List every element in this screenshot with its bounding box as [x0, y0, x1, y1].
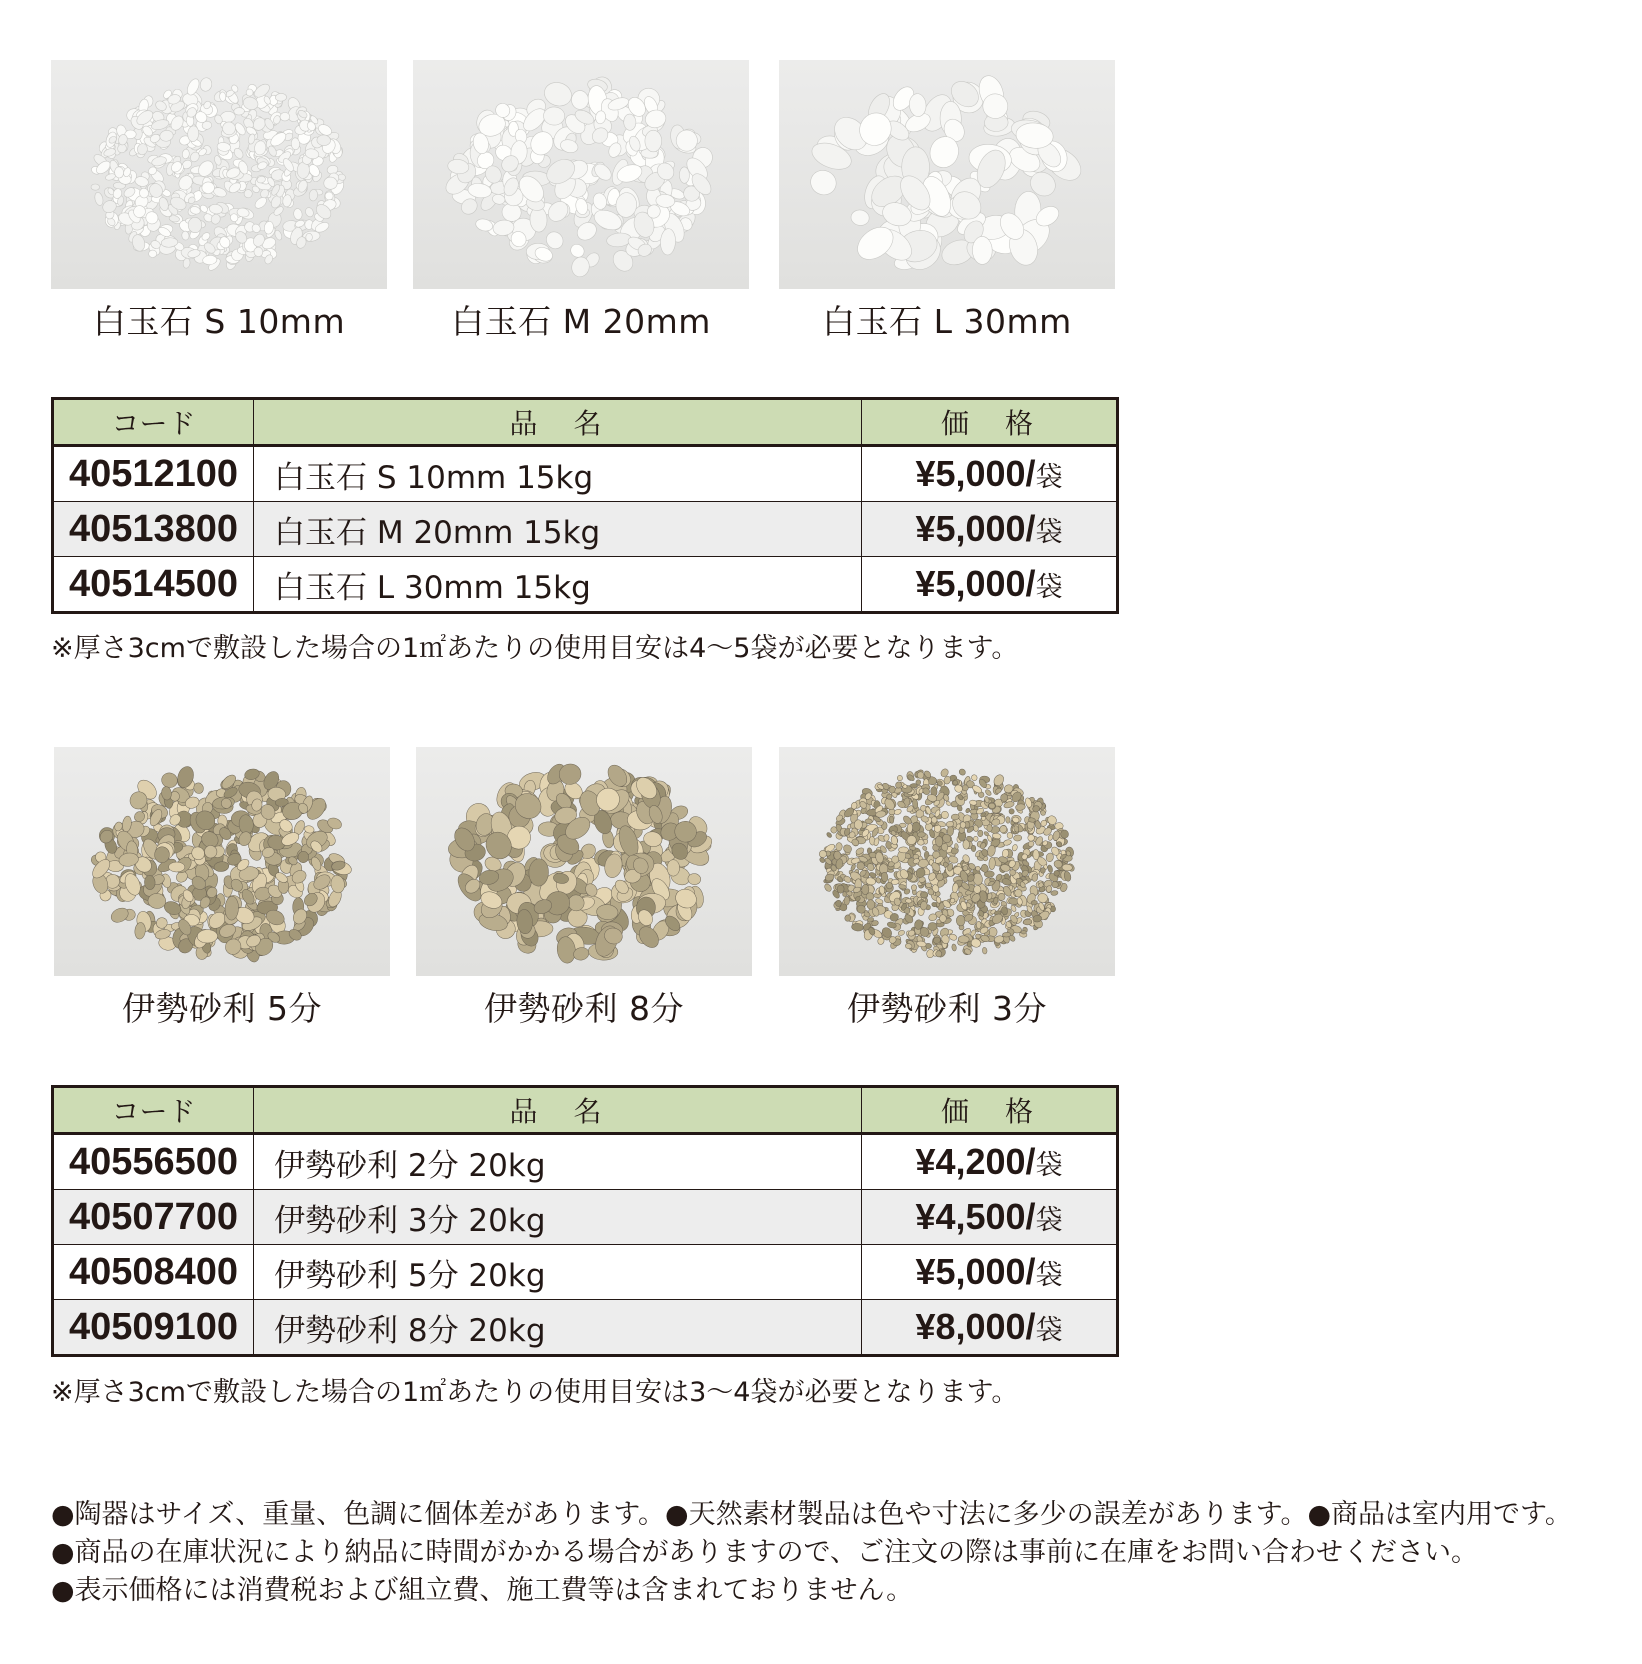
photo-caption: 伊勢砂利 5分 [122, 989, 322, 1028]
product-photo-ise-gravel-8bu [416, 747, 752, 976]
stone-shape [1033, 849, 1040, 860]
product-photo-white-stone-s [51, 60, 387, 289]
stone-shape [998, 893, 1005, 901]
stone-shape [306, 233, 313, 241]
product-price [862, 1134, 1118, 1190]
product-code: 40514500 [53, 557, 254, 613]
stone-shape [202, 182, 215, 194]
product-price [862, 1190, 1118, 1245]
stone-shape [234, 107, 245, 115]
stone-shape [169, 862, 185, 872]
price-amount: ¥5,000/ [915, 453, 1036, 494]
stone-shape [93, 191, 104, 206]
stone-shape [324, 177, 337, 189]
stone-shape [1023, 919, 1032, 926]
stone-shape [1008, 808, 1015, 815]
footer-line: ●陶器はサイズ、重量、色調に個体差があります。●天然素材製品は色や寸法に多少の誤差があります。●商品は室内用です。 [51, 1499, 1572, 1530]
price-amount: ¥5,000/ [915, 508, 1036, 549]
stone-shape [293, 208, 303, 220]
stone-shape [1013, 835, 1022, 842]
price-unit: 袋 [1035, 572, 1063, 603]
price-amount: ¥8,000/ [915, 1306, 1036, 1347]
product-name: 白玉石 S 10mm 15kg [254, 446, 862, 502]
price-table-ise-gravel [51, 1085, 1119, 1357]
ise-gravel-5bu-image [54, 747, 390, 976]
stone-shape [951, 814, 959, 820]
product-name: 伊勢砂利 2分 20kg [254, 1134, 862, 1190]
stone-shape [280, 112, 290, 121]
product-price [862, 1245, 1118, 1300]
stone-shape [939, 914, 946, 922]
table-header-row [53, 1087, 1118, 1134]
table-row [53, 502, 1118, 557]
ise-gravel-8bu-image [416, 747, 752, 976]
stone-shape [807, 166, 841, 199]
product-code: 40556500 [68, 1140, 239, 1183]
stone-shape [1003, 839, 1012, 846]
stone-shape [1051, 890, 1059, 896]
stone-shape [971, 845, 976, 852]
product-photo-white-stone-m [413, 60, 749, 289]
table-row [53, 557, 1118, 613]
price-table-white-stone [51, 397, 1119, 614]
ise-gravel-3bu-image [779, 747, 1115, 976]
stone-shape [935, 950, 942, 957]
stone-shape [1005, 816, 1010, 823]
stone-shape [844, 896, 850, 905]
product-name: 伊勢砂利 3分 20kg [254, 1190, 862, 1245]
stone-shape [897, 775, 903, 781]
stone-shape [922, 845, 928, 851]
header-code: コード [53, 399, 254, 446]
stone-shape [1034, 820, 1041, 829]
header-code: コード [53, 1087, 254, 1134]
price-unit: 袋 [1035, 517, 1063, 548]
stone-shape [823, 883, 832, 893]
stone-shape [976, 921, 981, 929]
footer-line: ●商品の在庫状況により納品に時間がかかる場合がありますので、ご注文の際は事前に在庫をお問い合わせください。 [51, 1537, 1479, 1568]
product-price [862, 502, 1118, 557]
stone-shape [91, 184, 100, 190]
usage-note: ※厚さ3cmで敷設した場合の1㎡あたりの使用目安は3〜4袋が必要となります。 [51, 1377, 1019, 1408]
photo-caption: 伊勢砂利 8分 [484, 989, 684, 1028]
product-code: 40513800 [53, 502, 254, 557]
stone-shape [148, 250, 156, 258]
stone-shape [952, 882, 959, 893]
stone-shape [1011, 844, 1018, 852]
stone-shape [898, 847, 908, 853]
photo-caption: 白玉石 M 20mm [451, 302, 711, 341]
stone-shape [982, 947, 987, 954]
stone-shape [197, 929, 218, 943]
price-amount: ¥4,500/ [915, 1196, 1036, 1237]
stone-shape [905, 898, 912, 903]
stone-shape [956, 915, 965, 926]
photo-caption: 白玉石 S 10mm [92, 302, 346, 341]
stone-shape [835, 842, 842, 851]
stone-shape [988, 857, 995, 870]
stone-shape [571, 90, 589, 109]
product-name: 伊勢砂利 5分 20kg [254, 1245, 862, 1300]
stone-shape [181, 231, 189, 241]
price-unit: 袋 [1035, 1150, 1063, 1181]
stone-shape [667, 860, 680, 877]
stone-shape [188, 217, 202, 233]
stone-shape [819, 857, 826, 864]
product-photo-ise-gravel-5bu [54, 747, 390, 976]
stone-shape [987, 824, 992, 832]
white-stones-small-image [51, 60, 387, 289]
stone-shape [971, 774, 979, 782]
price-unit: 袋 [1035, 1260, 1063, 1291]
stone-shape [911, 885, 917, 891]
stone-shape [965, 808, 971, 814]
product-price [862, 1300, 1118, 1356]
product-code: 40507700 [53, 1190, 254, 1245]
stone-shape [928, 922, 937, 930]
price-amount: ¥4,200/ [915, 1141, 1036, 1182]
stone-shape [894, 808, 902, 815]
table-row [53, 446, 1118, 502]
stone-shape [1047, 864, 1053, 873]
product-photo-white-stone-l [779, 60, 1115, 289]
product-name: 白玉石 L 30mm 15kg [254, 557, 862, 613]
product-price [862, 557, 1118, 613]
stone-shape [973, 836, 978, 842]
table-row [53, 1300, 1118, 1356]
stone-shape [920, 805, 926, 811]
stone-shape [854, 820, 863, 830]
price-amount: ¥5,000/ [915, 563, 1036, 604]
stone-shape [917, 832, 925, 838]
header-price: 価 格 [862, 399, 1118, 446]
product-name: 白玉石 M 20mm 15kg [254, 502, 862, 557]
stone-shape [160, 771, 179, 789]
table-row [53, 1190, 1118, 1245]
stone-shape [920, 901, 927, 910]
stone-shape [541, 79, 575, 110]
stone-shape [984, 789, 992, 797]
price-unit: 袋 [1035, 1315, 1063, 1346]
stone-shape [907, 823, 913, 833]
price-unit: 袋 [1035, 462, 1063, 493]
footer-line: ●表示価格には消費税および組立費、施工費等は含まれておりません。 [51, 1575, 914, 1606]
price-amount: ¥5,000/ [915, 1251, 1036, 1292]
white-stones-medium-image [413, 60, 749, 289]
stone-shape [842, 843, 853, 854]
stone-shape [850, 209, 870, 227]
stone-shape [219, 92, 226, 102]
table-header-row [53, 399, 1118, 446]
table-row [53, 1245, 1118, 1300]
product-photo-ise-gravel-3bu [779, 747, 1115, 976]
footer-notes [51, 1496, 1572, 1610]
product-code: 40509100 [53, 1300, 254, 1356]
photo-caption: 白玉石 L 30mm [822, 302, 1072, 341]
stone-shape [883, 834, 889, 842]
stone-shape [568, 242, 586, 260]
stone-shape [109, 905, 131, 925]
product-code: 40508400 [53, 1245, 254, 1300]
white-stones-large-image [779, 60, 1115, 289]
stone-shape [830, 826, 837, 833]
product-code: 40512100 [68, 452, 239, 495]
stone-shape [199, 77, 213, 93]
price-unit: 袋 [1035, 1205, 1063, 1236]
stone-shape [951, 944, 956, 952]
stone-shape [958, 768, 967, 777]
stone-shape [275, 93, 287, 101]
stone-shape [836, 900, 842, 907]
product-price [862, 446, 1118, 502]
stone-shape [897, 929, 905, 936]
product-name: 伊勢砂利 8分 20kg [254, 1300, 862, 1356]
header-price: 価 格 [862, 1087, 1118, 1134]
stone-shape [543, 107, 565, 126]
stone-shape [972, 236, 992, 264]
header-name: 品 名 [254, 1087, 862, 1134]
stone-shape [953, 780, 958, 785]
stone-shape [304, 206, 315, 218]
header-name: 品 名 [254, 399, 862, 446]
table-row [53, 1134, 1118, 1190]
stone-shape [309, 189, 319, 201]
photo-caption: 伊勢砂利 3分 [847, 989, 1047, 1028]
stone-shape [645, 130, 662, 152]
usage-note: ※厚さ3cmで敷設した場合の1㎡あたりの使用目安は4〜5袋が必要となります。 [51, 633, 1019, 664]
stone-shape [1021, 930, 1026, 934]
stone-shape [977, 830, 983, 837]
stone-shape [936, 873, 943, 881]
stone-shape [1002, 932, 1011, 937]
